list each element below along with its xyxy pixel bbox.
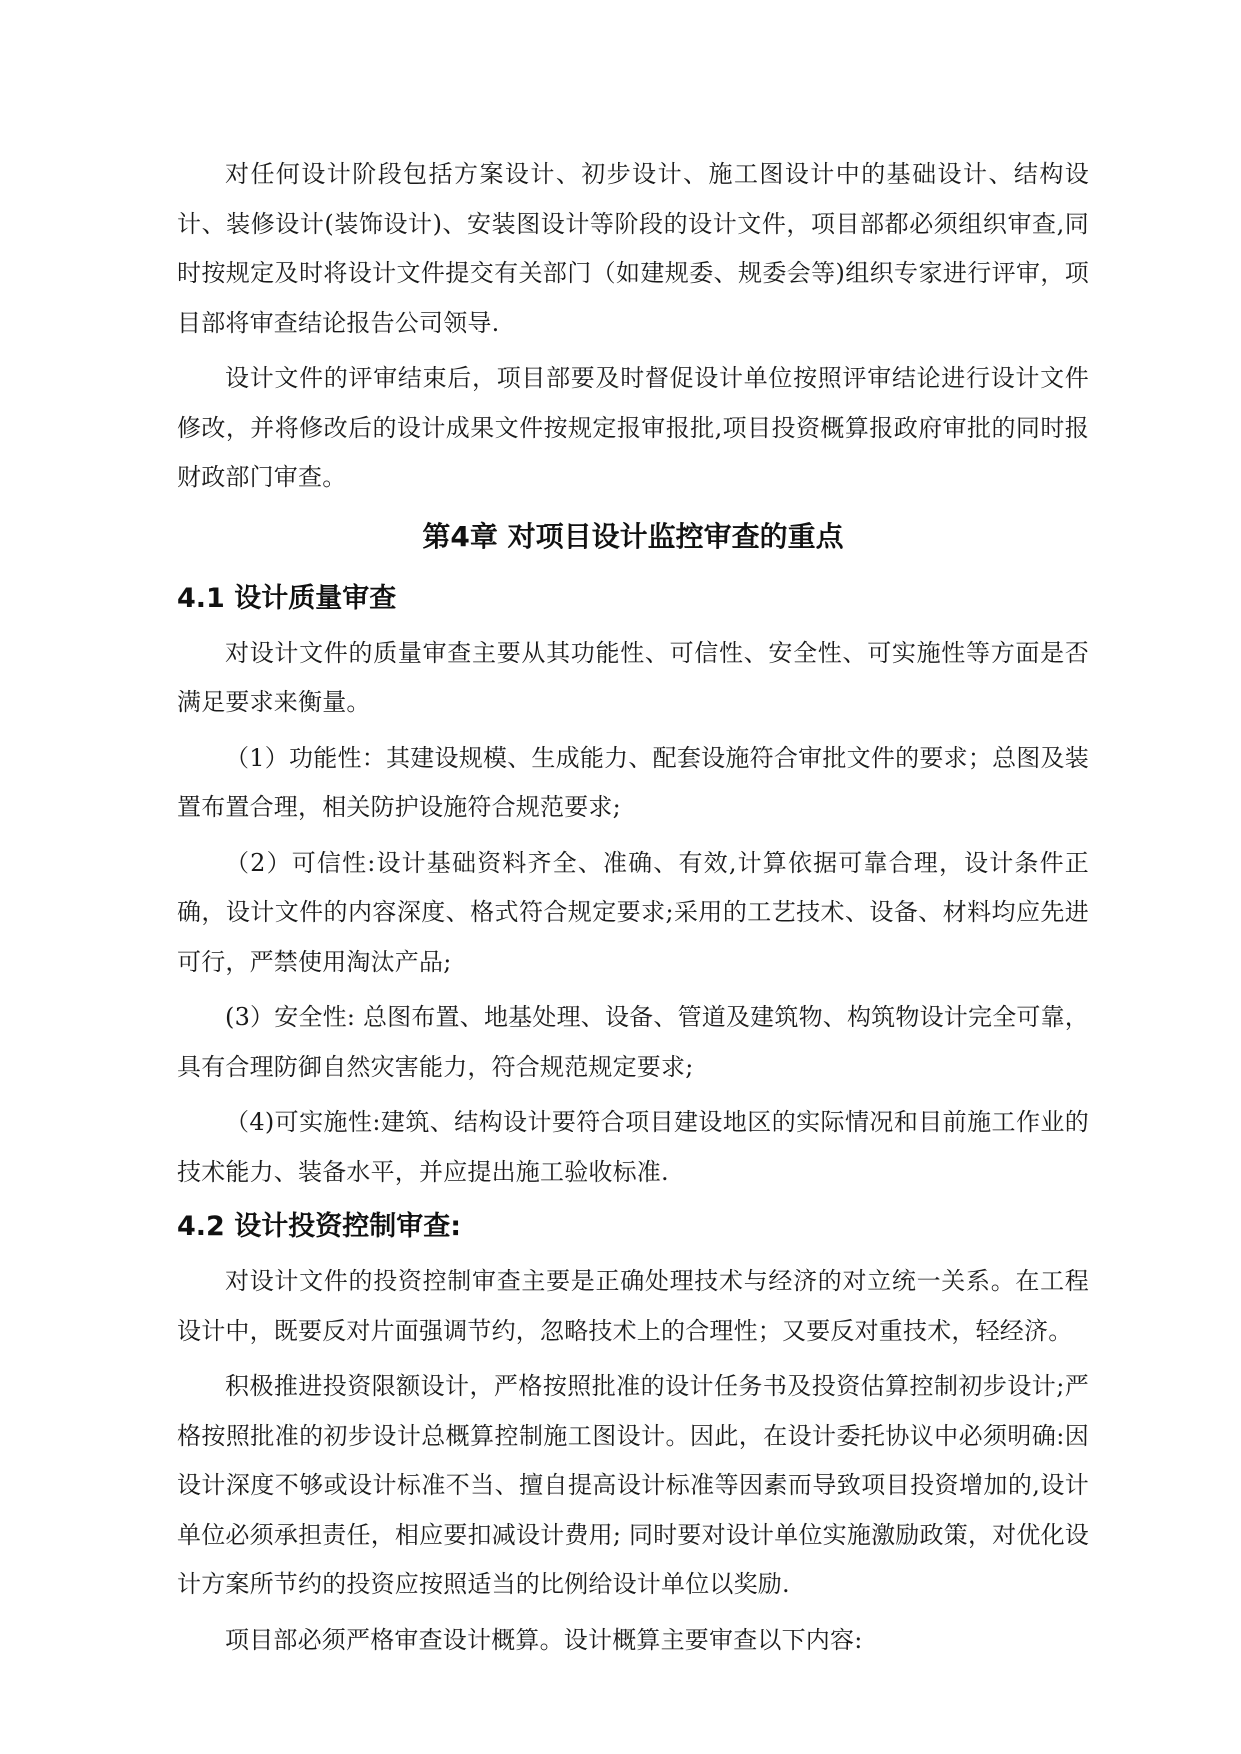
chapter-heading: 第4章 对项目设计监控审查的重点 [422, 519, 844, 553]
page-body [177, 150, 1089, 1665]
body-paragraph: 项目部必须严格审查设计概算。设计概算主要审查以下内容: [225, 1625, 863, 1654]
list-item: (3）安全性: 总图布置、地基处理、设备、管道及建筑物、构筑物设计完全可靠，具有合理防御自然灾害能力，符合规范规定要求; [177, 1003, 1089, 1081]
section-heading: 4.1 设计质量审查 [177, 582, 397, 614]
list-item: （4)可实施性:建筑、结构设计要符合项目建设地区的实际情况和目前施工作业的技术能力、装备水平，并应提出施工验收标准. [177, 1108, 1089, 1186]
body-paragraph: 对设计文件的质量审查主要从其功能性、可信性、安全性、可实施性等方面是否满足要求来衡量。 [177, 638, 1089, 716]
body-paragraph: 对设计文件的投资控制审查主要是正确处理技术与经济的对立统一关系。在工程设计中，既要反对片面强调节约，忽略技术上的合理性；又要反对重技术，轻经济。 [177, 1267, 1089, 1345]
section-heading: 4.2 设计投资控制审查: [177, 1211, 462, 1242]
list-item: （1）功能性：其建设规模、生成能力、配套设施符合审批文件的要求；总图及装置布置合理，相关防护设施符合规范要求; [177, 743, 1089, 821]
body-paragraph: 积极推进投资限额设计，严格按照批准的设计任务书及投资估算控制初步设计;严格按照批准的初步设计总概算控制施工图设计。因此，在设计委托协议中必须明确:因设计深度不够或设计标准不当、擅自提高设计标准等因素而导致项目投资增加的,设计单位必须承担责任，相应要扣减设计费用; 同时要对设计单位实施激励政策，对优化设计方案所节约的投资应按照适当的比例给设计单位以奖励. [177, 1372, 1089, 1598]
body-paragraph: 设计文件的评审结束后，项目部要及时督促设计单位按照评审结论进行设计文件修改，并将修改后的设计成果文件按规定报审报批,项目投资概算报政府审批的同时报财政部门审查。 [177, 364, 1089, 491]
body-paragraph: 对任何设计阶段包括方案设计、初步设计、施工图设计中的基础设计、结构设计、装修设计(装饰设计)、安装图设计等阶段的设计文件，项目部都必须组织审查,同时按规定及时将设计文件提交有关部门（如建规委、规委会等)组织专家进行评审，项目部将审查结论报告公司领导. [177, 160, 1089, 337]
list-item: （2）可信性:设计基础资料齐全、准确、有效,计算依据可靠合理，设计条件正确，设计文件的内容深度、格式符合规定要求;采用的工艺技术、设备、材料均应先进可行，严禁使用淘汰产品; [177, 848, 1089, 976]
